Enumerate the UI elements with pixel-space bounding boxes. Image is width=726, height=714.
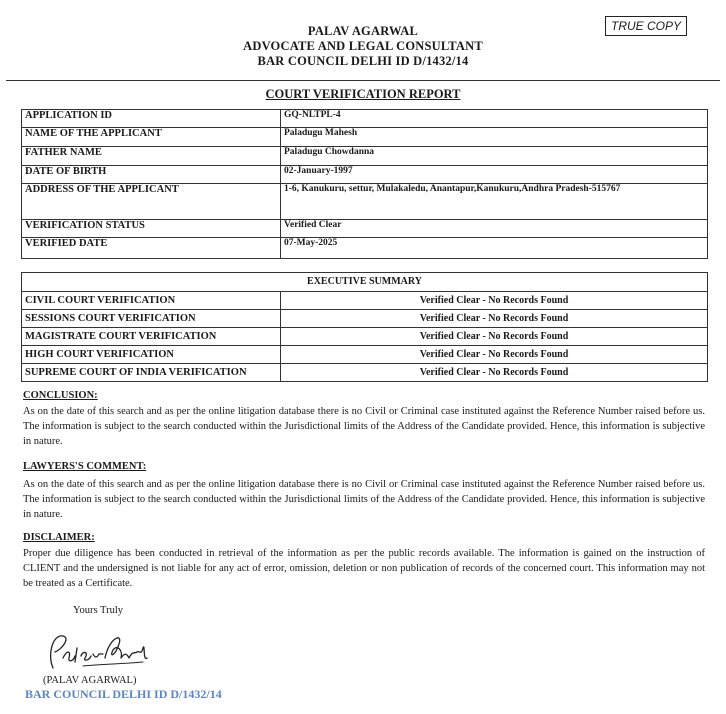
true-copy-stamp: TRUE COPY bbox=[605, 16, 687, 36]
signature-image bbox=[43, 628, 153, 674]
detail-value: GQ-NLTPL-4 bbox=[281, 110, 708, 128]
detail-value: Paladugu Mahesh bbox=[281, 128, 708, 147]
lawyer-comment-title: LAWYERS'S COMMENT: bbox=[23, 461, 147, 472]
lawyer-comment-text: As on the date of this search and as per the online litigation database there is no Civil or Criminal case instituted against the Reference Number raised before us. The information is subject to the search conducted within the Jurisdictional limits of the Address of the Candidate provided. Hence, this information is subjective in nature. bbox=[23, 479, 705, 520]
summary-value: Verified Clear - No Records Found bbox=[281, 328, 708, 346]
advocate-name: PALAV AGARWAL bbox=[307, 24, 419, 38]
disclaimer-text: Proper due diligence has been conducted in retrieval of the information as per the public records available. The information is gained on the instruction of CLIENT and the undersigned is not liable for any act of error, omission, deletion or non publication of records of the concerned court. This information may not be treated as a Certificate. bbox=[23, 548, 705, 589]
summary-row bbox=[22, 346, 708, 364]
summary-label: CIVIL COURT VERIFICATION bbox=[22, 292, 281, 310]
detail-row-date-of-birth bbox=[22, 166, 708, 184]
detail-row-father-name bbox=[22, 147, 708, 166]
summary-value: Verified Clear - No Records Found bbox=[281, 346, 708, 364]
summary-row bbox=[22, 310, 708, 328]
detail-label: VERIFICATION STATUS bbox=[22, 220, 281, 238]
summary-label: SESSIONS COURT VERIFICATION bbox=[22, 310, 281, 328]
signer-name: (PALAV AGARWAL) bbox=[43, 675, 137, 686]
summary-value: Verified Clear - No Records Found bbox=[281, 364, 708, 382]
detail-value: Paladugu Chowdanna bbox=[281, 147, 708, 166]
detail-label: NAME OF THE APPLICANT bbox=[22, 128, 281, 147]
detail-label: DATE OF BIRTH bbox=[22, 166, 281, 184]
header-divider bbox=[6, 80, 720, 81]
detail-label: FATHER NAME bbox=[22, 147, 281, 166]
summary-value: Verified Clear - No Records Found bbox=[281, 310, 708, 328]
executive-summary-table bbox=[21, 272, 708, 382]
yours-truly: Yours Truly bbox=[73, 605, 124, 616]
summary-row bbox=[22, 364, 708, 382]
applicant-details-table bbox=[21, 109, 708, 259]
summary-heading-row bbox=[22, 273, 708, 292]
summary-row bbox=[22, 328, 708, 346]
advocate-title: ADVOCATE AND LEGAL CONSULTANT bbox=[243, 39, 483, 53]
detail-value: 07-May-2025 bbox=[281, 238, 708, 259]
conclusion-title: CONCLUSION: bbox=[23, 390, 98, 401]
bar-council-id: BAR COUNCIL DELHI ID D/1432/14 bbox=[257, 54, 469, 68]
detail-label: ADDRESS OF THE APPLICANT bbox=[22, 184, 281, 220]
summary-value: Verified Clear - No Records Found bbox=[281, 292, 708, 310]
detail-value: 02-January-1997 bbox=[281, 166, 708, 184]
detail-row-applicant-name bbox=[22, 128, 708, 147]
detail-value: 1-6, Kanukuru, settur, Mulakaledu, Anantapur,Kanukuru,Andhra Pradesh-515767 bbox=[281, 184, 708, 220]
bar-council-footer: BAR COUNCIL DELHI ID D/1432/14 bbox=[25, 687, 222, 701]
summary-row bbox=[22, 292, 708, 310]
disclaimer-title: DISCLAIMER: bbox=[23, 532, 95, 543]
detail-label: APPLICATION ID bbox=[22, 110, 281, 128]
report-title: COURT VERIFICATION REPORT bbox=[265, 87, 461, 101]
detail-label: VERIFIED DATE bbox=[22, 238, 281, 259]
summary-label: MAGISTRATE COURT VERIFICATION bbox=[22, 328, 281, 346]
detail-row-verification-status bbox=[22, 220, 708, 238]
detail-value: Verified Clear bbox=[281, 220, 708, 238]
summary-label: HIGH COURT VERIFICATION bbox=[22, 346, 281, 364]
summary-label: SUPREME COURT OF INDIA VERIFICATION bbox=[22, 364, 281, 382]
summary-heading: EXECUTIVE SUMMARY bbox=[22, 273, 708, 292]
conclusion-text: As on the date of this search and as per the online litigation database there is no Civil or Criminal case instituted against the Reference Number raised before us. The information is subject to the search conducted within the Jurisdictional limits of the Address of the Candidate provided. Hence, this information is subjective in nature. bbox=[23, 406, 705, 447]
detail-row-address bbox=[22, 184, 708, 220]
detail-row-verified-date bbox=[22, 238, 708, 259]
detail-row-application-id bbox=[22, 110, 708, 128]
